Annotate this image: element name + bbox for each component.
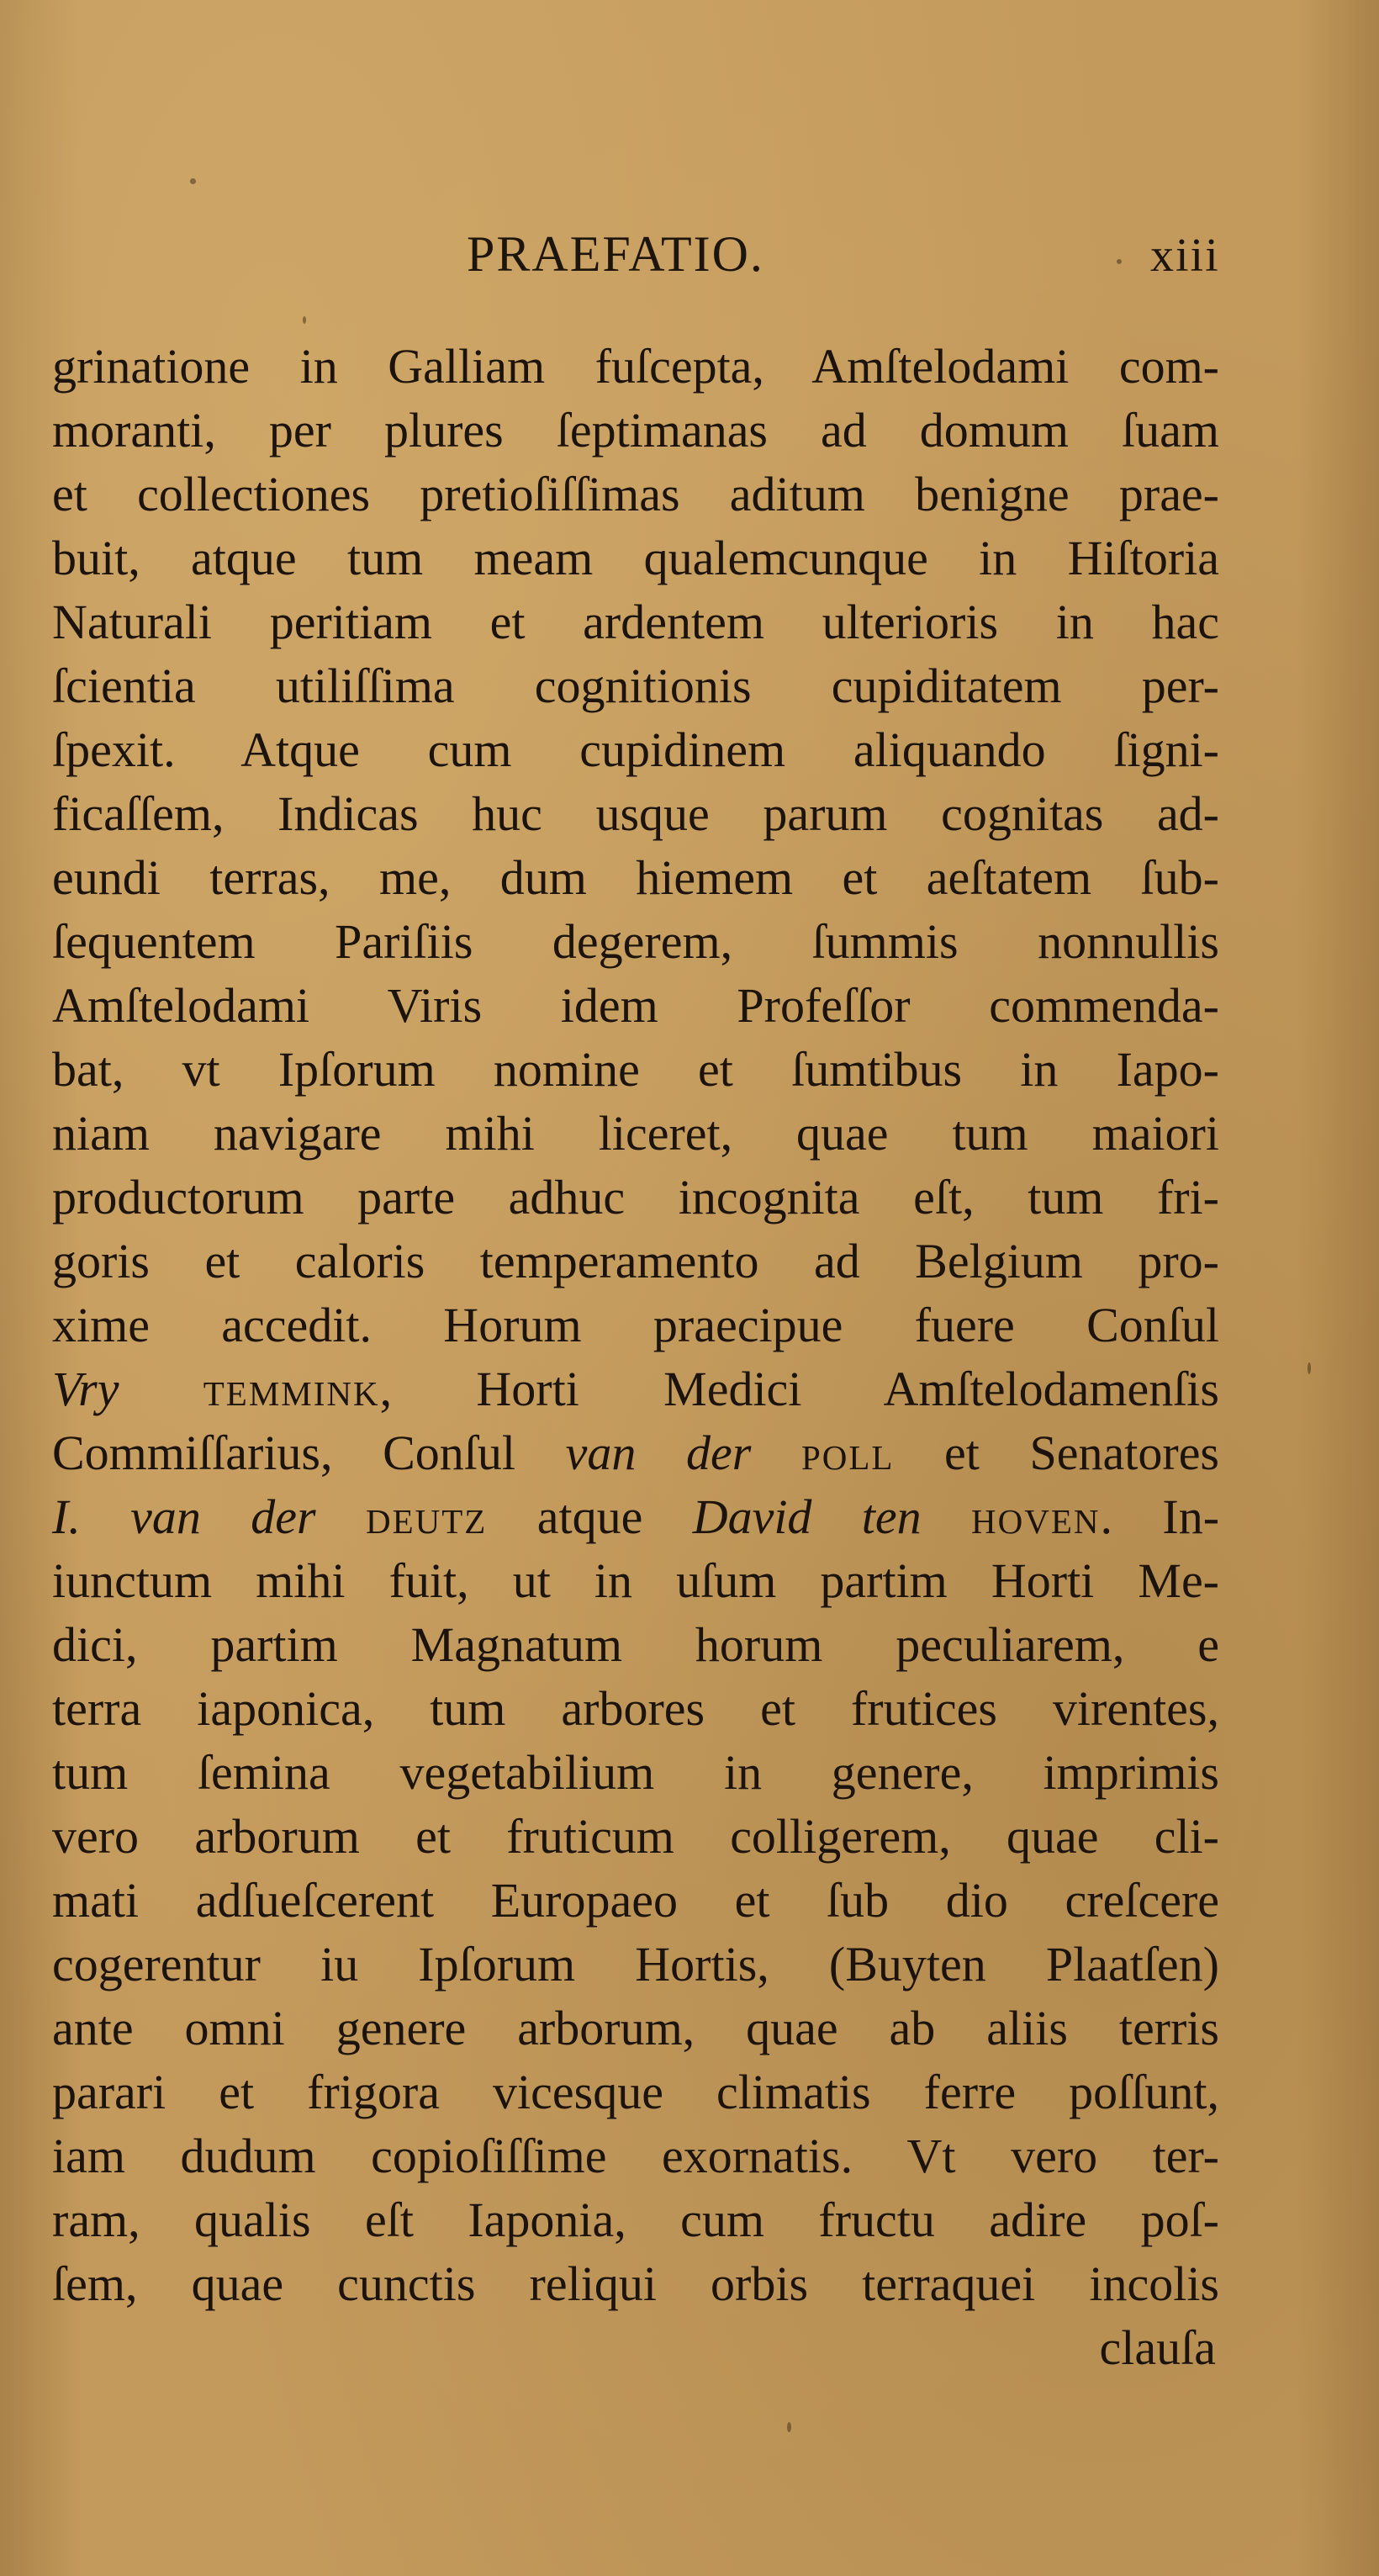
text-line: buit, atque tum meam qualemcunque in Hiſtoria	[52, 531, 1219, 585]
running-title: PRAEFATIO.	[467, 226, 764, 282]
text-line-names-2	[52, 1421, 1219, 1485]
name-small-caps: deutz	[365, 1489, 488, 1544]
text-line: iunctum mihi fuit, ut in uſum partim Horti Me-	[52, 1553, 1219, 1608]
text-line: ſem, quae cunctis reliqui orbis terraquei incolis	[52, 2256, 1219, 2311]
text-line: ſpexit. Atque cum cupidinem aliquando ſigni-	[52, 722, 1219, 777]
line-text: , Horti Medici Amſtelodamenſis	[379, 1362, 1219, 1416]
text-line: ſequentem Pariſiis degerem, ſummis nonnullis	[52, 914, 1219, 969]
text-line: terra iaponica, tum arbores et frutices virentes,	[52, 1681, 1219, 1736]
paper-blemish	[787, 2422, 791, 2432]
text-line: bat, vt Ipſorum nomine et ſumtibus in Iapo-	[52, 1042, 1219, 1097]
text-line: Naturali peritiam et ardentem ulterioris in hac	[52, 595, 1219, 649]
text-line: productorum parte adhuc incognita eſt, tum fri-	[52, 1170, 1219, 1225]
text-line: cogerentur iu Ipſorum Hortis, (Buyten Plaatſen)	[52, 1937, 1219, 1992]
name-italic: David ten	[692, 1489, 922, 1544]
text-line: tum ſemina vegetabilium in genere, imprimis	[52, 1745, 1219, 1800]
text-line: moranti, per plures ſeptimanas ad domum ſuam	[52, 403, 1219, 458]
text-line: vero arborum et fruticum colligerem, quae cli-	[52, 1809, 1219, 1864]
text-line: iam dudum copioſiſſime exornatis. Vt vero ter-	[52, 2129, 1219, 2183]
paper-blemish	[190, 178, 196, 184]
text-line: xime accedit. Horum praecipue fuere Conſul	[52, 1298, 1219, 1352]
text-line: eundi terras, me, dum hiemem et aeſtatem ſub-	[52, 850, 1219, 905]
text-line: mati adſueſcerent Europaeo et ſub dio creſcere	[52, 1873, 1219, 1928]
text-line: grinatione in Galliam fuſcepta, Amſtelodami com-	[52, 339, 1219, 394]
line-text: atque	[487, 1489, 693, 1544]
text-line: ram, qualis eſt Iaponia, cum fructu adire poſ-	[52, 2193, 1219, 2247]
text-line: ficaſſem, Indicas huc usque parum cognitas ad-	[52, 786, 1219, 841]
name-small-caps: poll	[800, 1426, 895, 1480]
running-head	[0, 225, 1379, 293]
text-line: et collectiones pretioſiſſimas aditum benigne prae-	[52, 467, 1219, 521]
body-text	[52, 335, 1219, 2380]
name-small-caps: temmink	[203, 1362, 380, 1416]
text-line: niam navigare mihi liceret, quae tum maiori	[52, 1106, 1219, 1161]
text-line-names-3	[52, 1485, 1219, 1549]
text-line: Amſtelodami Viris idem Profeſſor commenda-	[52, 978, 1219, 1033]
line-text: Commiſſarius, Conſul	[52, 1426, 566, 1480]
line-text: . In-	[1100, 1489, 1220, 1544]
catchword: clauſa	[1099, 2320, 1216, 2375]
text-line: parari et frigora vicesque climatis ferre poſſunt,	[52, 2065, 1219, 2119]
name-italic: Vry	[52, 1362, 119, 1416]
text-line-names-1	[52, 1357, 1219, 1421]
text-line: goris et caloris temperamento ad Belgium pro-	[52, 1234, 1219, 1288]
paper-blemish	[1308, 1362, 1311, 1374]
text-line: ante omni genere arborum, quae ab aliis terris	[52, 2001, 1219, 2055]
paper-blemish	[1117, 259, 1122, 264]
page-number: xiii	[1150, 230, 1220, 282]
text-line: dici, partim Magnatum horum peculiarem, e	[52, 1617, 1219, 1672]
name-small-caps: hoven	[971, 1489, 1101, 1544]
line-text: et Senatores	[894, 1426, 1220, 1480]
name-italic: I. van der	[52, 1489, 316, 1544]
paper-blemish	[303, 316, 306, 324]
text-line: ſcientia utiliſſima cognitionis cupiditatem per-	[52, 659, 1219, 713]
name-italic: van der	[565, 1426, 752, 1480]
